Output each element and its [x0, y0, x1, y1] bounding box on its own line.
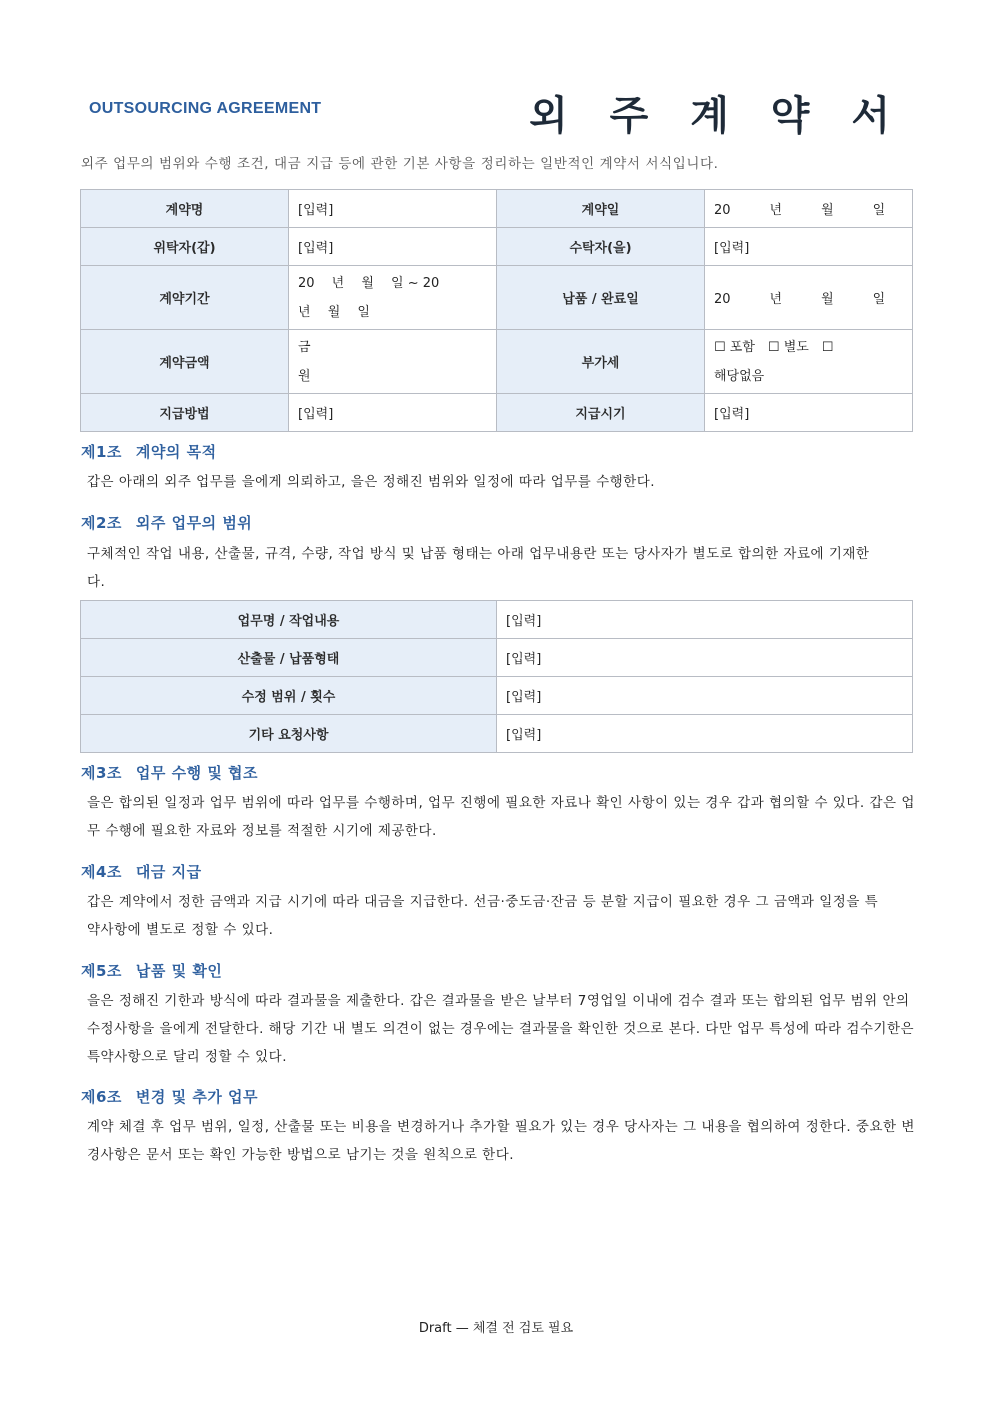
article-title: 계약의 목적 — [135, 443, 217, 461]
scope-field[interactable]: [입력] — [497, 677, 913, 715]
article-number: 제1조 — [81, 443, 122, 461]
contract-info-table — [80, 189, 913, 432]
vat-label: 부가세 — [497, 330, 705, 394]
article-4-heading — [81, 861, 202, 882]
scope-field[interactable]: [입력] — [497, 601, 913, 639]
article-2-body: 구체적인 작업 내용, 산출물, 규격, 수량, 작업 방식 및 납품 형태는 아래 업무내용란 또는 당사자가 별도로 합의한 자료에 기재한다. — [87, 546, 870, 590]
article-number: 제3조 — [81, 764, 122, 782]
amount-prefix: 금 — [298, 339, 311, 355]
article-1-body: 갑은 아래의 외주 업무를 을에게 의뢰하고, 을은 정해진 범위와 일정에 따라 업무를 수행한다. — [87, 474, 656, 490]
table-row — [81, 190, 913, 228]
vat-checkboxes[interactable]: ☐ 포함 ☐ 별도 ☐ — [714, 339, 834, 355]
contract-period-start: 20 년 월 일 ~ 20 — [298, 275, 440, 291]
table-row — [81, 715, 913, 753]
table-row — [81, 266, 913, 330]
payment-method-field[interactable]: [입력] — [289, 394, 497, 432]
table-row — [81, 394, 913, 432]
contract-amount-field[interactable] — [289, 330, 497, 394]
article-3-body: 을은 합의된 일정과 업무 범위에 따라 업무를 수행하며, 업무 진행에 필요한 자료나 확인 사항이 있는 경우 갑과 협의할 수 있다. 갑은 업무 수행에 필요한 자료와 정보를 적절한 시기에 제공한다. — [87, 795, 915, 839]
contract-period-label: 계약기간 — [81, 266, 289, 330]
article-title: 업무 수행 및 협조 — [135, 764, 259, 782]
delivery-date-label: 납품 / 완료일 — [497, 266, 705, 330]
payment-method-label: 지급방법 — [81, 394, 289, 432]
client-label: 위탁자(갑) — [81, 228, 289, 266]
vat-not-applicable: 해당없음 — [714, 368, 765, 384]
contract-name-label: 계약명 — [81, 190, 289, 228]
article-number: 제4조 — [81, 863, 122, 881]
scope-field[interactable]: [입력] — [497, 639, 913, 677]
article-title: 납품 및 확인 — [135, 962, 223, 980]
scope-label: 기타 요청사항 — [81, 715, 497, 753]
table-row — [81, 330, 913, 394]
amount-unit: 원 — [298, 368, 311, 384]
article-5-heading — [81, 960, 222, 981]
table-row — [81, 601, 913, 639]
client-field[interactable]: [입력] — [289, 228, 497, 266]
contract-period-end: 년 월 일 — [298, 304, 370, 320]
scope-label: 업무명 / 작업내용 — [81, 601, 497, 639]
brand-label: OUTSOURCING AGREEMENT — [89, 100, 322, 117]
article-number: 제2조 — [81, 514, 122, 532]
table-row — [81, 228, 913, 266]
article-6-body: 계약 체결 후 업무 범위, 일정, 산출물 또는 비용을 변경하거나 추가할 필요가 있는 경우 당사자는 그 내용을 협의하여 정한다. 중요한 변경사항은 문서 또는 확인 가능한 방법으로 남기는 것을 원칙으로 한다. — [87, 1119, 915, 1163]
article-5-body: 을은 정해진 기한과 방식에 따라 결과물을 제출한다. 갑은 결과물을 받은 날부터 7영업일 이내에 검수 결과 또는 합의된 업무 범위 안의 수정사항을 을에게 전달한다. 해당 기간 내 별도 의견이 없는 경우에는 결과물을 확인한 것으로 본다. 다만 업무 특성에 따라 검수기한은 특약사항으로 달리 정할 수 있다. — [87, 993, 915, 1065]
article-4-body: 갑은 계약에서 정한 금액과 지급 시기에 따라 대금을 지급한다. 선금·중도금·잔금 등 분할 지급이 필요한 경우 그 금액과 일정을 특약사항에 별도로 정할 수 있다. — [87, 894, 879, 938]
payment-timing-label: 지급시기 — [497, 394, 705, 432]
contract-date-field[interactable]: 20 년 월 일 — [705, 190, 913, 228]
article-2-heading — [81, 512, 252, 533]
contract-period-field[interactable] — [289, 266, 497, 330]
draft-footer: Draft — 체결 전 검토 필요 — [418, 1321, 574, 1336]
vat-options[interactable] — [705, 330, 913, 394]
payment-timing-field[interactable]: [입력] — [705, 394, 913, 432]
document-title: 외 주 계 약 서 — [529, 93, 904, 139]
article-title: 변경 및 추가 업무 — [135, 1088, 259, 1106]
table-row — [81, 677, 913, 715]
contract-date-label: 계약일 — [497, 190, 705, 228]
scope-label: 산출물 / 납품형태 — [81, 639, 497, 677]
scope-label: 수정 범위 / 횟수 — [81, 677, 497, 715]
contractor-field[interactable]: [입력] — [705, 228, 913, 266]
article-number: 제6조 — [81, 1088, 122, 1106]
work-scope-table — [80, 600, 913, 753]
intro-text: 외주 업무의 범위와 수행 조건, 대금 지급 등에 관한 기본 사항을 정리하는 일반적인 계약서 서식입니다. — [81, 156, 719, 172]
contract-name-field[interactable]: [입력] — [289, 190, 497, 228]
contractor-label: 수탁자(을) — [497, 228, 705, 266]
article-6-heading — [81, 1086, 258, 1107]
article-3-heading — [81, 762, 258, 783]
scope-field[interactable]: [입력] — [497, 715, 913, 753]
article-1-heading — [81, 441, 217, 462]
table-row — [81, 639, 913, 677]
delivery-date-field[interactable]: 20 년 월 일 — [705, 266, 913, 330]
article-title: 외주 업무의 범위 — [135, 514, 253, 532]
contract-amount-label: 계약금액 — [81, 330, 289, 394]
article-title: 대금 지급 — [135, 863, 202, 881]
article-number: 제5조 — [81, 962, 122, 980]
